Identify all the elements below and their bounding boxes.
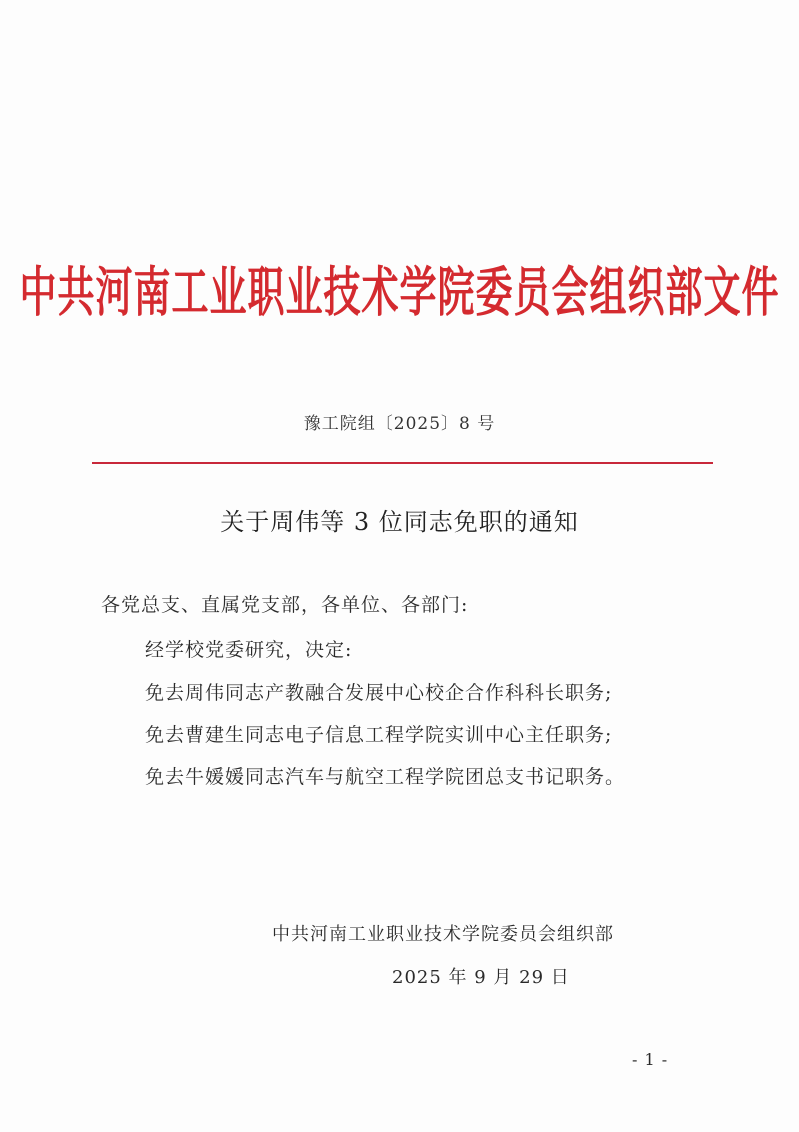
notice-title: 关于周伟等 3 位同志免职的通知 bbox=[220, 508, 579, 536]
notice-paragraph-decision: 经学校党委研究，决定: bbox=[145, 639, 353, 661]
page-number: - 1 - bbox=[632, 1050, 669, 1069]
header-red-divider bbox=[92, 462, 713, 464]
notice-paragraph-dismissal-1: 免去周伟同志产教融合发展中心校企合作科科长职务; bbox=[145, 682, 613, 704]
signature-date: 2025 年 9 月 29 日 bbox=[392, 967, 570, 988]
document-header-title: 中共河南工业职业技术学院委员会组织部文件 bbox=[19, 261, 780, 324]
signature-issuer: 中共河南工业职业技术学院委员会组织部 bbox=[272, 924, 614, 945]
document-number: 豫工院组〔2025〕8 号 bbox=[303, 414, 496, 434]
notice-addressee: 各党总支、直属党支部，各单位、各部门: bbox=[101, 594, 469, 616]
notice-paragraph-dismissal-2: 免去曹建生同志电子信息工程学院实训中心主任职务; bbox=[145, 724, 613, 746]
notice-paragraph-dismissal-3: 免去牛媛媛同志汽车与航空工程学院团总支书记职务。 bbox=[145, 766, 626, 788]
